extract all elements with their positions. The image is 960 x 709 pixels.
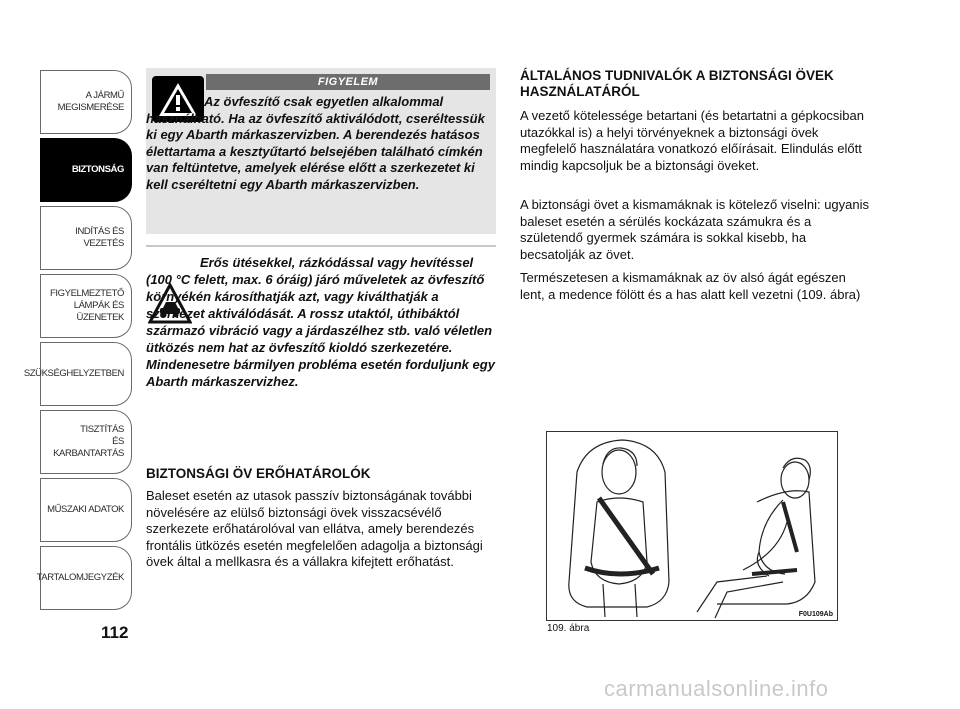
tab-label: MŰSZAKI ADATOK (47, 504, 124, 515)
warning-text: Az övfeszítő csak egyetlen alkalommal használható. Ha az övfeszítő aktiválódott, cseréltessük ki egy Abarth márkaszervizben. A berendezés hatásos élettartama a kesztyűtartó belsejében található címkén van feltüntetve, amelyek elérése előtt a szerkezetet ki kell cseréltetni egy Abarth márkaszervizben. (146, 94, 485, 192)
tab-label: A JÁRMŰ MEGISMERÉSE (57, 90, 124, 113)
tab-warning-lights[interactable] (40, 274, 132, 338)
tab-label: TARTALOMJEGYZÉK (36, 572, 124, 583)
general-heading: ÁLTALÁNOS TUDNIVALÓK A BIZTONSÁGI ÖVEK HASZNÁLATÁRÓL (520, 68, 834, 99)
section-divider (146, 245, 496, 247)
figure-code: F0U109Ab (798, 611, 833, 618)
tab-vehicle-overview[interactable] (40, 70, 132, 134)
warning-title: FIGYELEM (206, 74, 490, 90)
caution-text: Erős ütésekkel, rázkódással vagy hevítéssel (100 °C felett, max. 6 óráig) járó műveletek az övfeszítő környékén károsíthatják azt, vagy kiválthatják a szerkezet aktiválódását. A rossz utaktól, úthibáktól származó vibráció vagy a járdaszélhez stb. való véletlen ütközés nem hat az övfeszítő kioldó szerkezetére. Mindenesetre bármilyen probléma esetén forduljunk egy Abarth márkaszervizhez. (146, 255, 495, 389)
tab-label: TISZTÍTÁS ÉS KARBANTARTÁS (53, 424, 124, 459)
figure-caption: 109. ábra (547, 623, 590, 634)
tab-emergency[interactable] (23, 342, 132, 406)
warning-box (146, 68, 496, 234)
tab-label: INDÍTÁS ÉS VEZETÉS (75, 226, 124, 249)
general-paragraph-3: Természetesen a kismamáknak az öv alsó ágát egészen lent, a medence fölött és a has alatt kell vezetni (109. ábra) (520, 270, 861, 302)
tab-maintenance[interactable] (40, 410, 132, 474)
tab-label: BIZTONSÁG (71, 164, 124, 175)
tab-index[interactable] (36, 546, 132, 610)
general-paragraph-1: A vezető kötelessége betartani (és betartatni a gépkocsiban utazókkal is) a helyi törvényeknek a biztonsági övek megfelelő használatára vonatkozó előírásait. Elindulás előtt mindig kapcsoljuk be a biztonsági öveket. (520, 108, 864, 173)
figure-pregnant-seatbelt (546, 431, 838, 621)
tab-technical-data[interactable] (40, 478, 132, 542)
page-number: 112 (101, 623, 129, 642)
general-paragraph-2: A biztonsági övet a kismamáknak is kötelező viselni: ugyanis baleset esetén a sérülés kockázata számukra és a születendő gyermek számára is sokkal kisebb, ha becsatolják az övet. (520, 197, 870, 262)
seatbelt-illustration (547, 432, 837, 620)
limiter-heading: BIZTONSÁGI ÖV ERŐHATÁROLÓK (146, 466, 371, 481)
tab-starting-driving[interactable] (40, 206, 132, 270)
tab-label: SZÜKSÉGHELYZETBEN (23, 368, 124, 379)
watermark: carmanualsonline.info (604, 676, 829, 701)
tab-label: FIGYELMEZTETŐ LÁMPÁK ÉS ÜZENETEK (50, 288, 124, 323)
limiter-text: Baleset esetén az utasok passzív biztonságának további növelésére az elülső biztonsági övek visszacsévélő szerkezete erőhatárolóval van ellátva, amely berendezés frontális ütközés esetén megfelelően adagolja a biztonsági övek által a mellkasra és a vállakra kifejtett erőhatást. (146, 488, 483, 569)
tab-safety[interactable] (40, 138, 132, 202)
